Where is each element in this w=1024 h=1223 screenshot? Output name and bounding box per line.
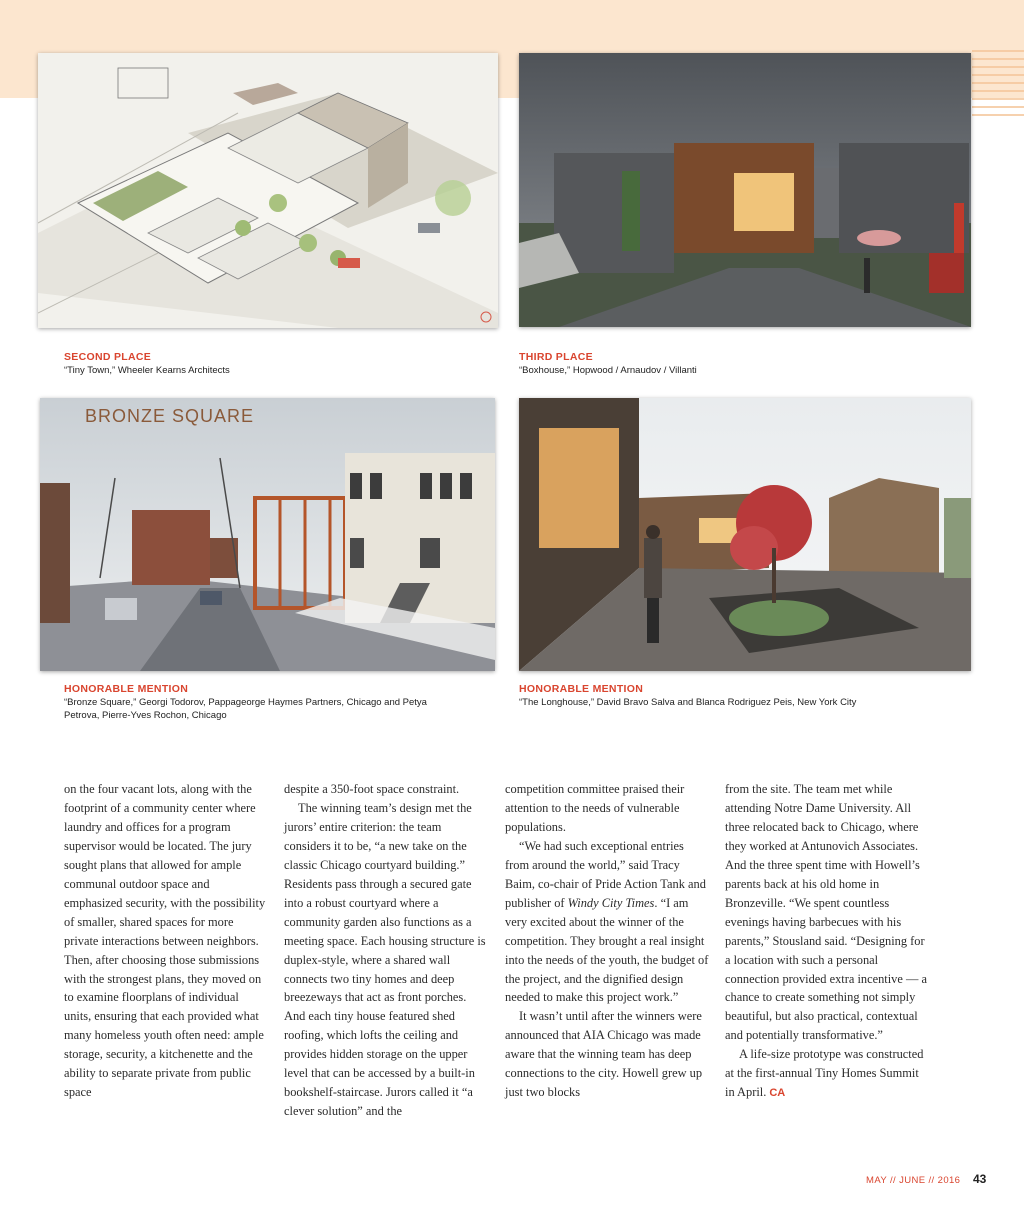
caption-label: SECOND PLACE	[64, 351, 152, 363]
caption-text: “Tiny Town,” Wheeler Kearns Architects	[64, 365, 230, 376]
caption-text: “The Longhouse,” David Bravo Salva and Blanca Rodriguez Peis, New York City	[519, 697, 857, 708]
caption-text: “Bronze Square,” Georgi Todorov, Pappageorge Haymes Partners, Chicago and Petya Petrova, Pierre-Yves Rochon, Chicago	[64, 697, 427, 721]
caption-label: HONORABLE MENTION	[64, 683, 189, 695]
paragraph-text: “We had such exceptional entries from around the world,” said Tracy Baim, co-chair of Pride Action Tank and publisher of	[505, 838, 706, 910]
paragraph: despite a 350-foot space constraint.	[284, 782, 460, 796]
paragraph-text: . “I am very excited about the winner of the competition. They brought a real insight into the needs of the youth, the budget of the project, and the dignified design needed to make this project work.”	[505, 895, 709, 1005]
publication-title: Windy City Times	[567, 895, 655, 910]
paragraph	[505, 837, 710, 1008]
photo-longhouse	[519, 398, 971, 671]
photo-boxhouse	[519, 53, 971, 327]
caption-third-place	[519, 351, 949, 377]
issue-date: MAY // JUNE // 2016	[866, 1175, 961, 1186]
decorative-stripes	[972, 50, 1024, 120]
article-column-1	[64, 780, 269, 1102]
paragraph	[725, 1045, 930, 1103]
caption-second-place	[64, 351, 484, 377]
caption-honorable-mention-bronze	[64, 683, 444, 722]
caption-text: “Boxhouse,” Hopwood / Arnaudov / Villanti	[519, 365, 697, 376]
caption-label: HONORABLE MENTION	[519, 683, 644, 695]
caption-label: THIRD PLACE	[519, 351, 593, 363]
article-column-3	[505, 780, 710, 1102]
end-mark: CA	[769, 1087, 786, 1100]
article-column-2	[284, 780, 489, 1121]
bronze-square-title: BRONZE SQUARE	[85, 406, 255, 426]
paragraph-text: A life-size prototype was constructed at the first-annual Tiny Homes Summit in April.	[725, 1047, 924, 1100]
photo-bronze-square	[40, 398, 495, 671]
paragraph: from the site. The team met while attending Notre Dame University. All three relocated back to Chicago, where they worked at Antunovich Associates. And the three spent time with Howell’s parents back at his old home in Bronzeville. “We spent countless evenings having barbecues with his parents,” Stousland said. “Designing for a location with such a personal connection provided extra incentive — a chance to create something not simply beautiful, but also practical, contextual and potentially transformative.”	[725, 782, 927, 1043]
caption-honorable-mention-longhouse	[519, 683, 949, 709]
paragraph: competition committee praised their attention to the needs of vulnerable populations.	[505, 782, 685, 834]
page-number: 43	[973, 1172, 987, 1186]
paragraph: The winning team’s design met the jurors’ entire criterion: the team considers it to be, “a new take on the classic Chicago courtyard building.” Residents pass through a secured gate into a robust courtyard where a community garden also functions as a meeting space. Each housing structure is duplex-style, where a shared wall connects two tiny homes and deep breezeways that act as front porches. And each tiny house featured shed roofing, which lofts the ceiling and provides hidden storage on the upper level that can be accessed by a built-in bookshelf-staircase. Jurors called it “a clever solution” and the	[284, 800, 486, 1119]
paragraph: on the four vacant lots, along with the footprint of a community center where laundry and offices for a program supervisor would be located. The jury sought plans that allowed for ample communal outdoor space and emphasized security, with the possibility of smaller, shared spaces for more private interactions between neighbors. Then, after choosing those submissions with the strongest plans, they moved on to examine floorplans of individual units, ensuring that each provided what many homeless youth often need: ample storage, security, a kitchenette and the ability to separate private from public space	[64, 782, 266, 1100]
paragraph: It wasn’t until after the winners were announced that AIA Chicago was made aware that the winning team has deep connections to the city. Howell grew up just two blocks	[505, 1009, 703, 1100]
article-column-4	[725, 780, 930, 1103]
photo-tiny-town	[38, 53, 498, 328]
